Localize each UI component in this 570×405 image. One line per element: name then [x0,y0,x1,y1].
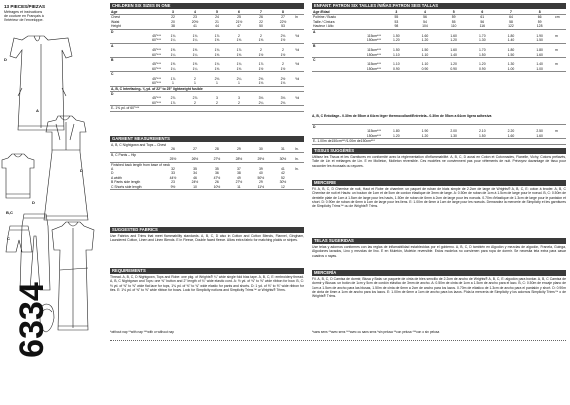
table-row: 150cm*** 1.20 1.20 1.20 1.30 1.40 1.50 [312,38,566,43]
table-row: 60"*** 1¼ 1¼ 1⅜ 1⅜ 1½ 1½ [110,53,304,58]
table-row: 45"*** 1⅝ 1⅝ 1¾ 1⅞ 2 2 Yd [152,48,300,53]
table-row: 60"*** 1¼ 1¼ 1⅜ 1⅜ 1⅜ 1½ [110,38,304,43]
requirements-text: Thread. A, B, C, D Nightgown, Tops and Robe: one pkg. of Wrights® ¼" wide single fold bias tape. A, B, C, E: embroidery thread. A, B, C Nightgown and Tops: one ⅜" button and 2" length of ¾" wide elastic cord. A: ½ yd. of ⅜" to ⅝" wide ribbon for bow. B, C: ½ yd. of ⅜" to ⅝" wide flat lace for tops, 1¾ yd. of ⅜" to ¾" wide elastic for pants and shorts. D: 1 yd. of ⅜" to ⅝" wide ribbon for ties. E: 1⅛ yd. of ⅜" to ⅝" wide ribbon for bows. Look for Simplicity notions and Simplicity Trims™ or Wrights® Trims. [110,275,304,292]
table-row: Waist 20 20½ 21 21½ 22 22½ [111,19,287,24]
merceria-text: Fil. A, B, C, D Camisa de dormir, Blusa y Bata: un paquete de cinta de bies sencillo de 2.2cm de ancho de Wrights® A, B, C, E: algodón para bordar. A, B, C Camisa de dormir y Blusas: un botón de 1cm y 5cm de cordón elástico de 3mm de ancho. A: 0.50m de cinta de 1cm a 1.5cm de ancho para el lazo. B, C: 0.50m de encaje plano de 1cm a 1.5cm de ancho para las blusas, 1.50m de cinta de 6mm a 2cm de ancho para los lazos. 0.70m de elástico de 1.3cm de ancho para el pantalón y short. D: 0.90m de cinta de 6mm a 1cm de ancho para los lazos. E: 1.00m de 6mm a 1cm de ancho para los lazos. Pida la mercería de Simplicity y los adornos Simplicity Trims™ o de Wrights® Trims. [312,277,566,298]
table-row: D 33 34 36 38 40 42 [111,171,285,176]
table-row: A [313,29,316,34]
divider [110,340,566,341]
table-row: B [313,43,316,48]
table-row: D [312,125,566,130]
table-row: A 32 35 35 37 39 41 In. [111,167,299,172]
metric-sizes-table [312,10,566,72]
table-row: 25½ 26½ 27½ 28½ 29½ 30½ In. [110,157,304,162]
table-row: C [313,58,316,63]
section-heading: ENFANT: PATRON SIX TAILLES /NIÑAS:PATRON SEIS TALLAS [312,3,566,9]
garment-measurements-table [110,143,304,190]
table-row: 45"*** 2⅞ 2⅞ 3 3 3⅛ 3⅛ Yd [152,96,300,101]
table-row: A [111,43,114,48]
table-row: 115cm*** 1.50 1.50 1.60 1.70 1.80 1.80 m [367,48,558,53]
table-row: 60"*** 1⅞ 2 2 2 2¼ 2⅛ [110,101,304,106]
table-row: A, B, C Interfacing- ⅜ yd. of 22" to 25" lightweight fusible [110,86,304,91]
table-row: Poitrine / Busto 55 56 59 61 64 66 cm [313,15,560,20]
table-row: B Pants side length 23 24½ 26 27½ 29 30½ [111,180,287,185]
table-row: Finished back length from base of neck [111,162,170,167]
sizes-table [110,10,304,112]
table-row: 60"*** 1 1 1 1 1⅛ 1⅛ [110,81,304,86]
table-row: 150cm*** 1.20 1.20 1.30 1.50 1.60 1.60 [312,134,566,139]
table-row: E- 1⅜ yd. of 60"*** [110,106,304,111]
nap-notes: *without nap **with nap ***with or without nap [110,330,174,334]
pattern-number: 6334 [13,282,51,358]
section-heading: SUGGESTED FABRICS [110,227,304,233]
section-heading: CHILDREN SIX SIZES IN ONE [110,3,304,9]
view-label: D [32,200,35,205]
table-row: 45"*** 1⅞ 2 2⅛ 2¼ 2⅜ 2½ Yd [152,76,300,81]
shorts-sketch [6,226,32,252]
table-row: 45"*** 1⅝ 1⅝ 1¾ 1¾ 1⅞ 2 Yd [152,62,300,67]
table-row: B [111,58,114,63]
table-row: D [111,91,114,96]
table-row: Chest 22 23 24 25 26 27 In [111,15,298,20]
tissus-text: Utilisez les Tissus et les Garnitures en conformité avec la réglementation d'inflammabilité. A, B, C, D aussi en Coton et Cotonnades, Flanelle, Vichy, Cotons prélavés, Toile de Lin et mélanges de Lin. E en Molleton, Molleton réversible. Ces modèles ne conviennent pas pour vêtements de nuit. Prévoyez davantage de tissu pour raccorder les écossais ou rayures. [312,155,566,168]
view-label: A [36,108,39,113]
table-row: 26 27 28 29 30 31 In. [110,147,304,152]
table-row: C Shorts side length 9½ 10 10½ 11 11½ 12 [110,185,304,190]
table-row: 45"*** 1¾ 1¾ 1⅞ 2 2 2⅛ Yd [152,34,300,39]
table-row: D [111,29,114,34]
table-row: 115cm*** 1.80 1.90 2.00 2.10 2.20 2.50 m [367,129,558,134]
mercerie-text: Fil. A, B, C, D Chemise de nuit, Haut et Robe de chambre: un paquet de ruban de biais simple de 2.2cm de large de Wrights® A, B, C, E: coton à broder. A, B, C Chemise de nuit et Hauts: un bouton de 1cm et de 5cm de cordon élastique de 3mm de large. A: 0.50m de ruban de 1cm à 1.5cm de large pour le noeud. B, C: 0.50m de dentelle plate de 1cm à 1.5cm de large pour les hauts, 1.50m de ruban de 6mm à 2cm de large pour les noeuds. 0.70m d'élastique de 1.3cm de large pour le pantalon et short. D: 0.90m de ruban de 6mm à 1cm de large pour les liens. E: 1.00m de 6mm à 1cm de large pour les noeuds. Demandez la mercerie de Simplicity et les garnitures de Simplicity Trims™ ou de Wrights® Trims. [312,187,566,208]
table-row: 115cm*** 1.10 1.10 1.20 1.20 1.30 1.40 m [367,62,558,67]
view-label: D [80,168,83,173]
table-row: Taille / Cintura 53 54 55 56 58 59 [313,19,542,24]
robe-worn-sketch [52,222,94,330]
pieces-count: 13 PIECES/PIEZAS [4,4,46,9]
section-heading: REQUIREMENTS [110,268,304,274]
table-row: Age /Edad 3 4 5 6 7 8 [312,10,566,15]
nightgown-sketch [44,116,88,220]
entoilage-text: A, B, C Entoilage– 0.30m de 55cm à 64cm léger thermocollant/Entretela– 0.30m de 55cm a 64cm ligera adhesiva [312,114,492,118]
table-row: Height 38 41 44 47 50 53 [110,24,304,29]
table-row: A, B, C Nightgown and Tops – Chest [111,143,166,147]
section-heading: MERCERIE [312,180,566,186]
section-heading: TELAS SUGERIDAS [312,238,566,244]
subtitle-line: Métrages et instructions [4,10,43,14]
table-row: E- 1.00m de150cm***/1.00m de150cm*** [312,139,566,144]
section-heading: GARMENT MEASUREMENTS [110,136,304,142]
table-row: 150cm*** 1.10 1.10 1.40 1.50 1.50 1.60 [312,53,566,58]
section-heading: TISSUS SUGGÉRÉS [312,148,566,154]
table-row: 150cm*** 0.90 0.90 0.90 0.90 1.00 1.00 [312,67,566,72]
table-row: Age 3 4 5 6 7 8 [110,10,304,15]
section-heading: MERCERÍA [312,270,566,276]
table-row: 60"*** 1¼ 1¼ 1⅜ 1⅜ 1½ 1½ [110,67,304,72]
top-sketch [2,154,34,198]
subtitle-line: l'intérieur de l'enveloppe. [4,18,44,23]
telas-text: Use telas y adornos conformes con las reglas de inflamabilidad establecidas por el gobierno. A, B, C, D también en Algodón y mezclas de algodón, Franela, Guinga, Algodones lavados, Lino y mezclas de lino. E en Muletón, Muletón reversible. Estos modelos no convienen para ropa de dormir. Se necesita tela extra para casar cuadros o rayas. [312,245,566,258]
nap-notes-fr-es: *sans sens **avec sens ***avec ou sans sens *sin pelusa **con pelusa ***con o sin pelusa [312,330,440,334]
table-row: B, C Pants – Hip [111,152,137,157]
suggested-fabrics-text: Use Fabrics and Trims that meet flammability standards. A, B, C, D also in Cotton and Cotton Blends, Flannel, Gingham, Laundered Cotton, Linen and Linen Blends. E in Fleece, Double faced fleece. Allow extra fabric for matching plaids or stripes. [110,234,304,243]
table-row: A width 44½ 46 47½ 49 50½ 52 [111,175,285,180]
table-row: C [111,72,114,77]
table-row: Hauteur / Alto 98 104 110 116 122 128 [312,24,566,29]
view-label: C [7,236,10,241]
table-row: 115cm*** 1.50 1.60 1.60 1.70 1.80 1.90 m [367,34,558,39]
subtitle-line: de couture en Français à [4,14,44,19]
metric-robe-table [312,124,566,145]
view-label: B,C [6,210,13,215]
view-label: D [4,57,7,62]
